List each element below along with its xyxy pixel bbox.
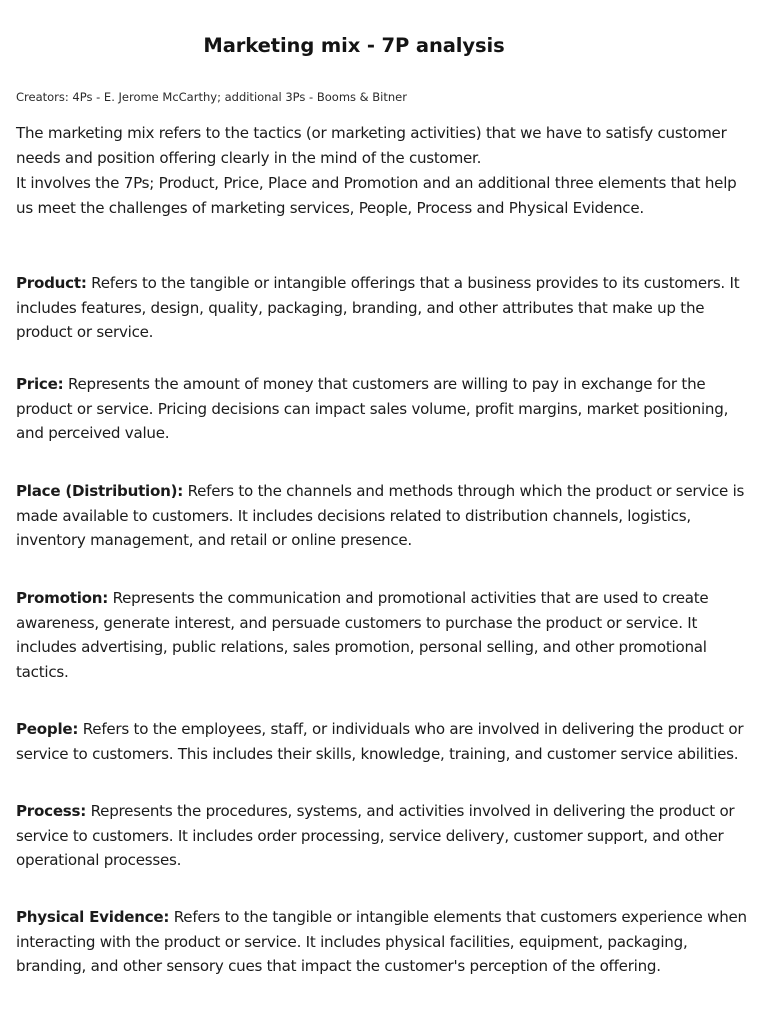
section-physical-evidence xyxy=(16,905,756,979)
intro-paragraph xyxy=(16,121,736,221)
section-text: Refers to the tangible or intangible elements that customers experience when xyxy=(169,908,747,926)
section-line: product or service. Pricing decisions can impact sales volume, profit margins, market positioning, xyxy=(16,399,729,418)
section-line: tactics. xyxy=(16,662,69,681)
creators-line: Creators: 4Ps - E. Jerome McCarthy; additional 3Ps - Booms & Bitner xyxy=(16,90,407,104)
section-term: Promotion: xyxy=(16,589,109,607)
section-line: awareness, generate interest, and persuade customers to purchase the product or service. It xyxy=(16,613,698,632)
section-first-line xyxy=(16,586,756,611)
section-first-line xyxy=(16,479,756,504)
section-term: Process: xyxy=(16,802,87,820)
section-term: Place (Distribution): xyxy=(16,482,184,500)
section-text: Refers to the channels and methods through which the product or service is xyxy=(183,482,745,500)
section-first-line xyxy=(16,905,756,930)
section-line: includes features, design, quality, packaging, branding, and other attributes that make up the xyxy=(16,298,705,317)
section-text: Refers to the tangible or intangible offerings that a business provides to its customers. It xyxy=(86,274,740,292)
section-line: inventory management, and retail or online presence. xyxy=(16,531,412,550)
section-text: Refers to the employees, staff, or individuals who are involved in delivering the product or xyxy=(78,720,744,738)
section-term: People: xyxy=(16,720,79,738)
page-title: Marketing mix - 7P analysis xyxy=(203,34,505,57)
section-line: service to customers. It includes order processing, service delivery, customer support, and other xyxy=(16,826,724,845)
section-place xyxy=(16,479,756,553)
section-text: Represents the amount of money that customers are willing to pay in exchange for the xyxy=(63,375,706,393)
section-first-line xyxy=(16,717,756,742)
section-promotion xyxy=(16,586,756,684)
section-line: product or service. xyxy=(16,323,154,342)
section-term: Physical Evidence: xyxy=(16,908,170,926)
section-line: and perceived value. xyxy=(16,424,170,443)
section-line: branding, and other sensory cues that impact the customer's perception of the offering. xyxy=(16,957,661,976)
section-product xyxy=(16,271,756,345)
intro-line: The marketing mix refers to the tactics (or marketing activities) that we have to satisfy customer xyxy=(16,124,727,142)
section-text: Represents the procedures, systems, and activities involved in delivering the product or xyxy=(86,802,735,820)
section-line: service to customers. This includes their skills, knowledge, training, and customer service abilities. xyxy=(16,744,739,763)
section-line: made available to customers. It includes decisions related to distribution channels, logistics, xyxy=(16,506,691,525)
section-term: Product: xyxy=(16,274,87,292)
section-line: interacting with the product or service. It includes physical facilities, equipment, packaging, xyxy=(16,932,688,951)
section-line: includes advertising, public relations, sales promotion, personal selling, and other promotional xyxy=(16,638,707,657)
section-first-line xyxy=(16,271,756,296)
intro-line: us meet the challenges of marketing services, People, Process and Physical Evidence. xyxy=(16,199,644,217)
section-line: operational processes. xyxy=(16,851,182,870)
section-process xyxy=(16,799,756,873)
section-people xyxy=(16,717,756,766)
intro-line: needs and position offering clearly in the mind of the customer. xyxy=(16,149,482,167)
section-price xyxy=(16,372,756,446)
section-text: Represents the communication and promotional activities that are used to create xyxy=(108,589,709,607)
section-term: Price: xyxy=(16,375,64,393)
section-first-line xyxy=(16,799,756,824)
section-first-line xyxy=(16,372,756,397)
intro-line: It involves the 7Ps; Product, Price, Place and Promotion and an additional three elements that help xyxy=(16,174,737,192)
